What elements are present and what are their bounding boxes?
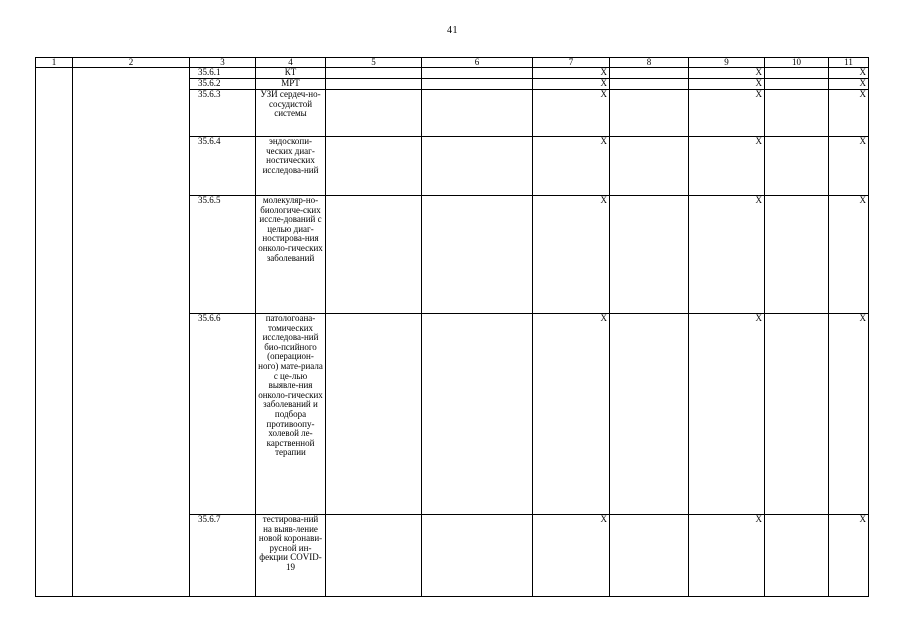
cell-col7-mark: X: [533, 79, 610, 90]
cell-col5: [326, 137, 422, 196]
cell-col7-mark: X: [533, 137, 610, 196]
cell-col8: [610, 314, 689, 515]
col-header-1: 1: [36, 58, 73, 68]
cell-col11-mark: X: [829, 314, 869, 515]
cell-col8: [610, 79, 689, 90]
row-code: 35.6.7: [190, 515, 256, 597]
cell-col5: [326, 196, 422, 314]
cell-col10: [765, 515, 829, 597]
cell-col8: [610, 515, 689, 597]
cell-col11-mark: X: [829, 196, 869, 314]
data-table: [35, 57, 869, 597]
cell-col11-mark: X: [829, 79, 869, 90]
cell-col11-mark: X: [829, 90, 869, 137]
cell-col7-mark: X: [533, 515, 610, 597]
cell-col7-mark: X: [533, 68, 610, 79]
row-name: эндоскопи-ческих диаг-ностических исследова-ний: [256, 137, 326, 196]
cell-col6: [422, 314, 533, 515]
cell-col11-mark: X: [829, 137, 869, 196]
cell-col6: [422, 90, 533, 137]
cell-col9-mark: X: [689, 515, 765, 597]
cell-col7-mark: X: [533, 196, 610, 314]
col-header-6: 6: [422, 58, 533, 68]
row-name: МРТ: [256, 79, 326, 90]
cell-col5: [326, 68, 422, 79]
cell-col7-mark: X: [533, 90, 610, 137]
cell-col6: [422, 68, 533, 79]
row-name: патологоана-томических исследова-ний био-псийного (операцион-ного) мате-риала с це-лью выявле-ния онколо-гических заболеваний и подбора противоопу-холевой ле-карственной терапии: [256, 314, 326, 515]
row-name: КТ: [256, 68, 326, 79]
col2-cell: [73, 68, 190, 597]
col-header-2: 2: [73, 58, 190, 68]
cell-col6: [422, 196, 533, 314]
header-row: [36, 58, 869, 68]
cell-col5: [326, 314, 422, 515]
cell-col10: [765, 196, 829, 314]
cell-col11-mark: X: [829, 68, 869, 79]
col-header-11: 11: [829, 58, 869, 68]
cell-col8: [610, 196, 689, 314]
cell-col9-mark: X: [689, 90, 765, 137]
cell-col6: [422, 79, 533, 90]
cell-col9-mark: X: [689, 79, 765, 90]
cell-col11-mark: X: [829, 515, 869, 597]
cell-col9-mark: X: [689, 137, 765, 196]
col-header-9: 9: [689, 58, 765, 68]
cell-col6: [422, 515, 533, 597]
cell-col8: [610, 137, 689, 196]
cell-col7-mark: X: [533, 314, 610, 515]
cell-col10: [765, 314, 829, 515]
row-code: 35.6.3: [190, 90, 256, 137]
cell-col9-mark: X: [689, 314, 765, 515]
cell-col8: [610, 90, 689, 137]
row-code: 35.6.4: [190, 137, 256, 196]
col-header-7: 7: [533, 58, 610, 68]
col-header-8: 8: [610, 58, 689, 68]
row-name: молекуляр-но-биологиче-ских иссле-дований с целью диаг-ностирова-ния онколо-гических заболеваний: [256, 196, 326, 314]
row-code: 35.6.2: [190, 79, 256, 90]
col1-cell: [36, 68, 73, 597]
col-header-10: 10: [765, 58, 829, 68]
cell-col5: [326, 79, 422, 90]
row-name: тестирова-ний на выяв-ление новой коронави-русной ин-фекции COVID-19: [256, 515, 326, 597]
cell-col10: [765, 79, 829, 90]
cell-col6: [422, 137, 533, 196]
cell-col9-mark: X: [689, 68, 765, 79]
row-code: 35.6.6: [190, 314, 256, 515]
cell-col10: [765, 68, 829, 79]
cell-col5: [326, 90, 422, 137]
cell-col5: [326, 515, 422, 597]
table-row: [36, 68, 869, 79]
page-number: 41: [447, 25, 458, 36]
cell-col10: [765, 90, 829, 137]
row-code: 35.6.1: [190, 68, 256, 79]
col-header-5: 5: [326, 58, 422, 68]
col-header-4: 4: [256, 58, 326, 68]
row-code: 35.6.5: [190, 196, 256, 314]
cell-col10: [765, 137, 829, 196]
cell-col8: [610, 68, 689, 79]
row-name: УЗИ сердеч-но-сосудистой системы: [256, 90, 326, 137]
col-header-3: 3: [190, 58, 256, 68]
cell-col9-mark: X: [689, 196, 765, 314]
